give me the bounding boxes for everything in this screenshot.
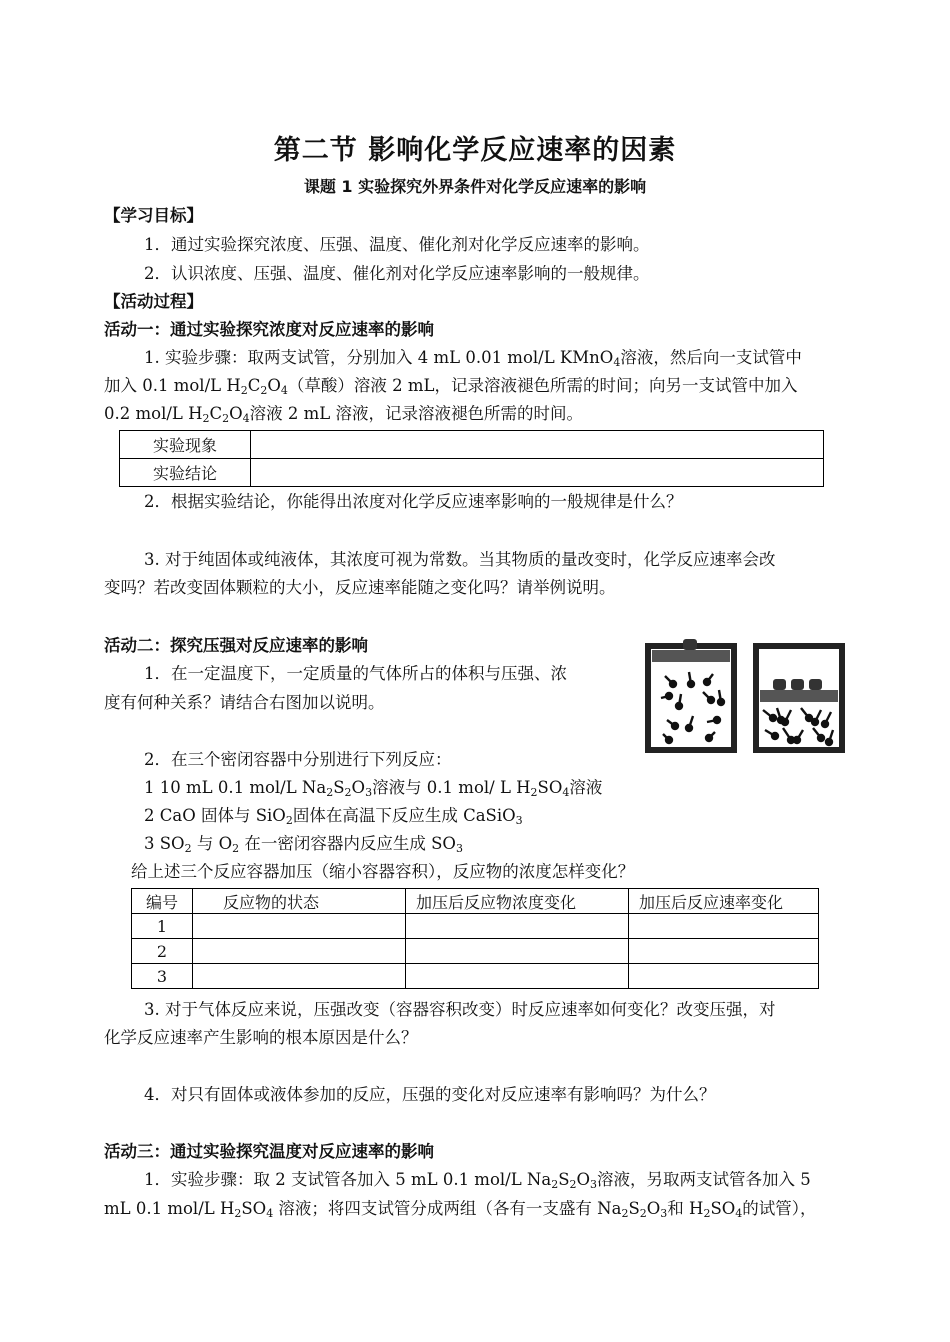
goal-item-1: 1．通过实验探究浓度、压强、温度、催化剂对化学反应速率的影响。 xyxy=(144,235,650,254)
table-row xyxy=(120,431,824,459)
goals-heading: 【学习目标】 xyxy=(104,206,203,225)
activity1-step1-line1: 1. 实验步骤：取两支试管，分别加入 4 mL 0.01 mol/L KMnO$_4$溶液，然后向一支试管中 xyxy=(144,348,802,369)
pressure-table xyxy=(131,888,819,989)
container-low-pressure xyxy=(648,639,734,750)
row-number: 3 xyxy=(132,964,193,989)
activity3-step1-line1: 1．实验步骤：取 2 支试管各加入 5 mL 0.1 mol/L $Na_2S_2O_3$溶液，另取两支试管各加入 5 xyxy=(144,1170,811,1191)
activity2-question-3-line1: 3. 对于气体反应来说，压强改变（容器容积改变）时反应速率如何变化？改变压强，对 xyxy=(144,1000,776,1019)
activity1-step1-line3: 0.2 mol/L $H_2C_2O_4$溶液 2 mL 溶液，记录溶液褪色所需的时间。 xyxy=(104,404,583,425)
reaction-2: 2 CaO 固体与 SiO$_2$固体在高温下反应生成 CaSiO$_3$ xyxy=(144,806,523,827)
activity1-step1-line2: 加入 0.1 mol/L $H_2C_2O_4$（草酸）溶液 2 mL，记录溶液褪色所需的时间；向另一支试管中加入 xyxy=(104,376,798,397)
activity2-question-4: 4．对只有固体或液体参加的反应，压强的变化对反应速率有影响吗？为什么？ xyxy=(144,1085,716,1104)
answer-cell[interactable] xyxy=(629,939,819,964)
row-label-phenomenon: 实验现象 xyxy=(120,431,251,459)
gas-pressure-diagram xyxy=(645,636,845,756)
row-number: 1 xyxy=(132,914,193,939)
goal-item-2: 2．认识浓度、压强、温度、催化剂对化学反应速率影响的一般规律。 xyxy=(144,264,650,283)
answer-cell[interactable] xyxy=(193,964,406,989)
activity2-question-2: 2．在三个密闭容器中分别进行下列反应： xyxy=(144,750,452,769)
reaction-1: 1 10 mL 0.1 mol/L $Na_2S_2O_3$溶液与 0.1 mol/ L $H_2SO_4$溶液 xyxy=(144,778,603,799)
activity3-heading: 活动三：通过实验探究温度对反应速率的影响 xyxy=(104,1142,434,1161)
answer-cell-phenomenon[interactable] xyxy=(251,431,824,459)
pressure-question: 给上述三个反应容器加压（缩小容器容积），反应物的浓度怎样变化？ xyxy=(131,862,635,881)
answer-cell[interactable] xyxy=(193,914,406,939)
answer-cell-conclusion[interactable] xyxy=(251,459,824,487)
table-row xyxy=(132,964,819,989)
answer-cell[interactable] xyxy=(193,939,406,964)
answer-cell[interactable] xyxy=(406,964,629,989)
row-label-conclusion: 实验结论 xyxy=(120,459,251,487)
table-row xyxy=(132,914,819,939)
reaction-3: 3 $SO_2$ 与 $O_2$ 在一密闭容器内反应生成 $SO_3$ xyxy=(144,834,463,855)
activity1-question-3-line1: 3. 对于纯固体或纯液体，其浓度可视为常数。当其物质的量改变时，化学反应速率会改 xyxy=(144,550,776,569)
activity1-question-2: 2．根据实验结论，你能得出浓度对化学反应速率影响的一般规律是什么？ xyxy=(144,492,683,511)
row-number: 2 xyxy=(132,939,193,964)
activity2-question-3-line2: 化学反应速率产生影响的根本原因是什么？ xyxy=(104,1028,418,1047)
page-title: 第二节 影响化学反应速率的因素 xyxy=(273,135,677,166)
process-heading: 【活动过程】 xyxy=(104,292,203,311)
table-row xyxy=(132,939,819,964)
activity1-heading: 活动一：通过实验探究浓度对反应速率的影响 xyxy=(104,320,434,339)
activity2-question-1-line1: 1．在一定温度下，一定质量的气体所占的体积与压强、浓 xyxy=(144,664,567,683)
answer-cell[interactable] xyxy=(629,964,819,989)
answer-cell[interactable] xyxy=(406,914,629,939)
activity1-question-3-line2: 变吗？若改变固体颗粒的大小，反应速率能随之变化吗？请举例说明。 xyxy=(104,578,616,597)
table-row xyxy=(120,459,824,487)
activity2-heading: 活动二：探究压强对反应速率的影响 xyxy=(104,636,368,655)
col-header-number: 编号 xyxy=(132,889,193,914)
activity3-step1-line2: mL 0.1 mol/L $H_2SO_4$ 溶液；将四支试管分成两组（各有一支盛有 $Na_2S_2O_3$和 $H_2SO_4$的试管）， xyxy=(104,1199,817,1220)
answer-cell[interactable] xyxy=(406,939,629,964)
page-subtitle: 课题 1 实验探究外界条件对化学反应速率的影响 xyxy=(303,177,647,196)
table-header-row xyxy=(132,889,819,914)
activity1-result-table xyxy=(119,430,824,487)
answer-cell[interactable] xyxy=(629,914,819,939)
col-header-state: 反应物的状态 xyxy=(193,889,406,914)
container-high-pressure xyxy=(756,646,842,750)
col-header-concentration: 加压后反应物浓度变化 xyxy=(406,889,629,914)
col-header-rate: 加压后反应速率变化 xyxy=(629,889,819,914)
activity2-question-1-line2: 度有何种关系？请结合右图加以说明。 xyxy=(104,693,385,712)
